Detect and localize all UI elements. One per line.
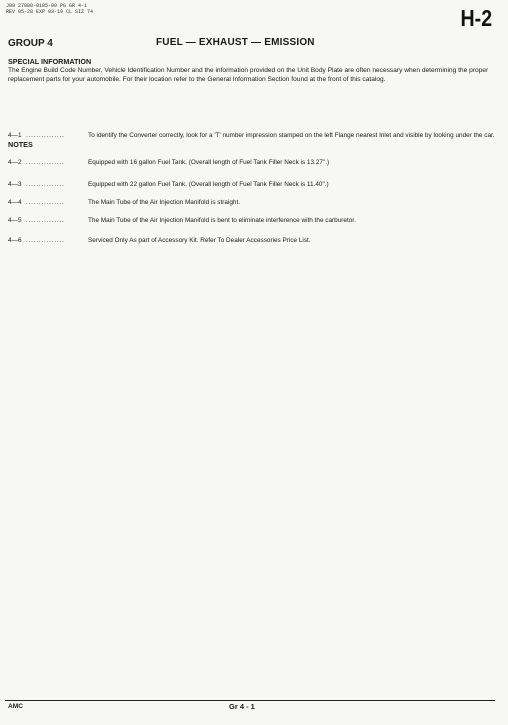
leader-dots: ............... (26, 217, 65, 224)
leader-dots: ............... (26, 199, 65, 206)
footer-page-number: Gr 4 - 1 (229, 702, 255, 711)
leader-dots: ............... (26, 159, 65, 166)
note-text: The Main Tube of the Air Injection Manifold is straight. (88, 199, 241, 206)
page-id: H-2 (460, 5, 492, 31)
note-number: 4—3 (8, 181, 22, 188)
note-number: 4—4 (8, 199, 22, 206)
footer-divider (5, 700, 495, 701)
note-number: 4—2 (8, 159, 22, 166)
note-text: Equipped with 16 gallon Fuel Tank. (Overall length of Fuel Tank Filler Neck is 13.27".) (88, 159, 330, 166)
leader-dots: ............... (26, 181, 65, 188)
special-information-heading: SPECIAL INFORMATION (8, 57, 92, 66)
note-text: Equipped with 22 gallon Fuel Tank. (Overall length of Fuel Tank Filler Neck is 11.40".) (88, 181, 329, 188)
leader-dots: ............... (26, 237, 65, 244)
note-number: 4—5 (8, 217, 22, 224)
footer-brand: AMC (8, 703, 24, 710)
job-code-line-2: REV 05-28 EXP 03-19 CL SIZ 74 (6, 9, 94, 15)
group-title: FUEL — EXHAUST — EMISSION (156, 37, 315, 48)
job-code-line-1: J09 27080-0185-09 PG GR 4-1 (6, 3, 88, 9)
note-text: The Main Tube of the Air Injection Manifold is bent to eliminate interference with the carburetor. (88, 217, 356, 224)
note-text: Serviced Only As part of Accessory Kit. Refer To Dealer Accessories Price List. (88, 237, 311, 244)
special-information-body: The Engine Build Code Number, Vehicle Identification Number and the information provided on the Unit Body Plate are often necessary when determining the proper replacement parts for your automobile. For their location refer to the General Information Section found at the front of this catalog. (8, 67, 489, 83)
leader-dots: ............... (26, 132, 65, 139)
note-text: To identify the Converter correctly, look for a 'T' number impression stamped on the left Flange nearest Inlet and visible by looking under the car. (88, 132, 495, 139)
notes-heading: NOTES (8, 140, 33, 149)
job-code (6, 3, 93, 15)
group-label: GROUP 4 (8, 38, 53, 49)
note-number: 4—6 (8, 237, 22, 244)
note-number: 4—1 (8, 132, 22, 139)
